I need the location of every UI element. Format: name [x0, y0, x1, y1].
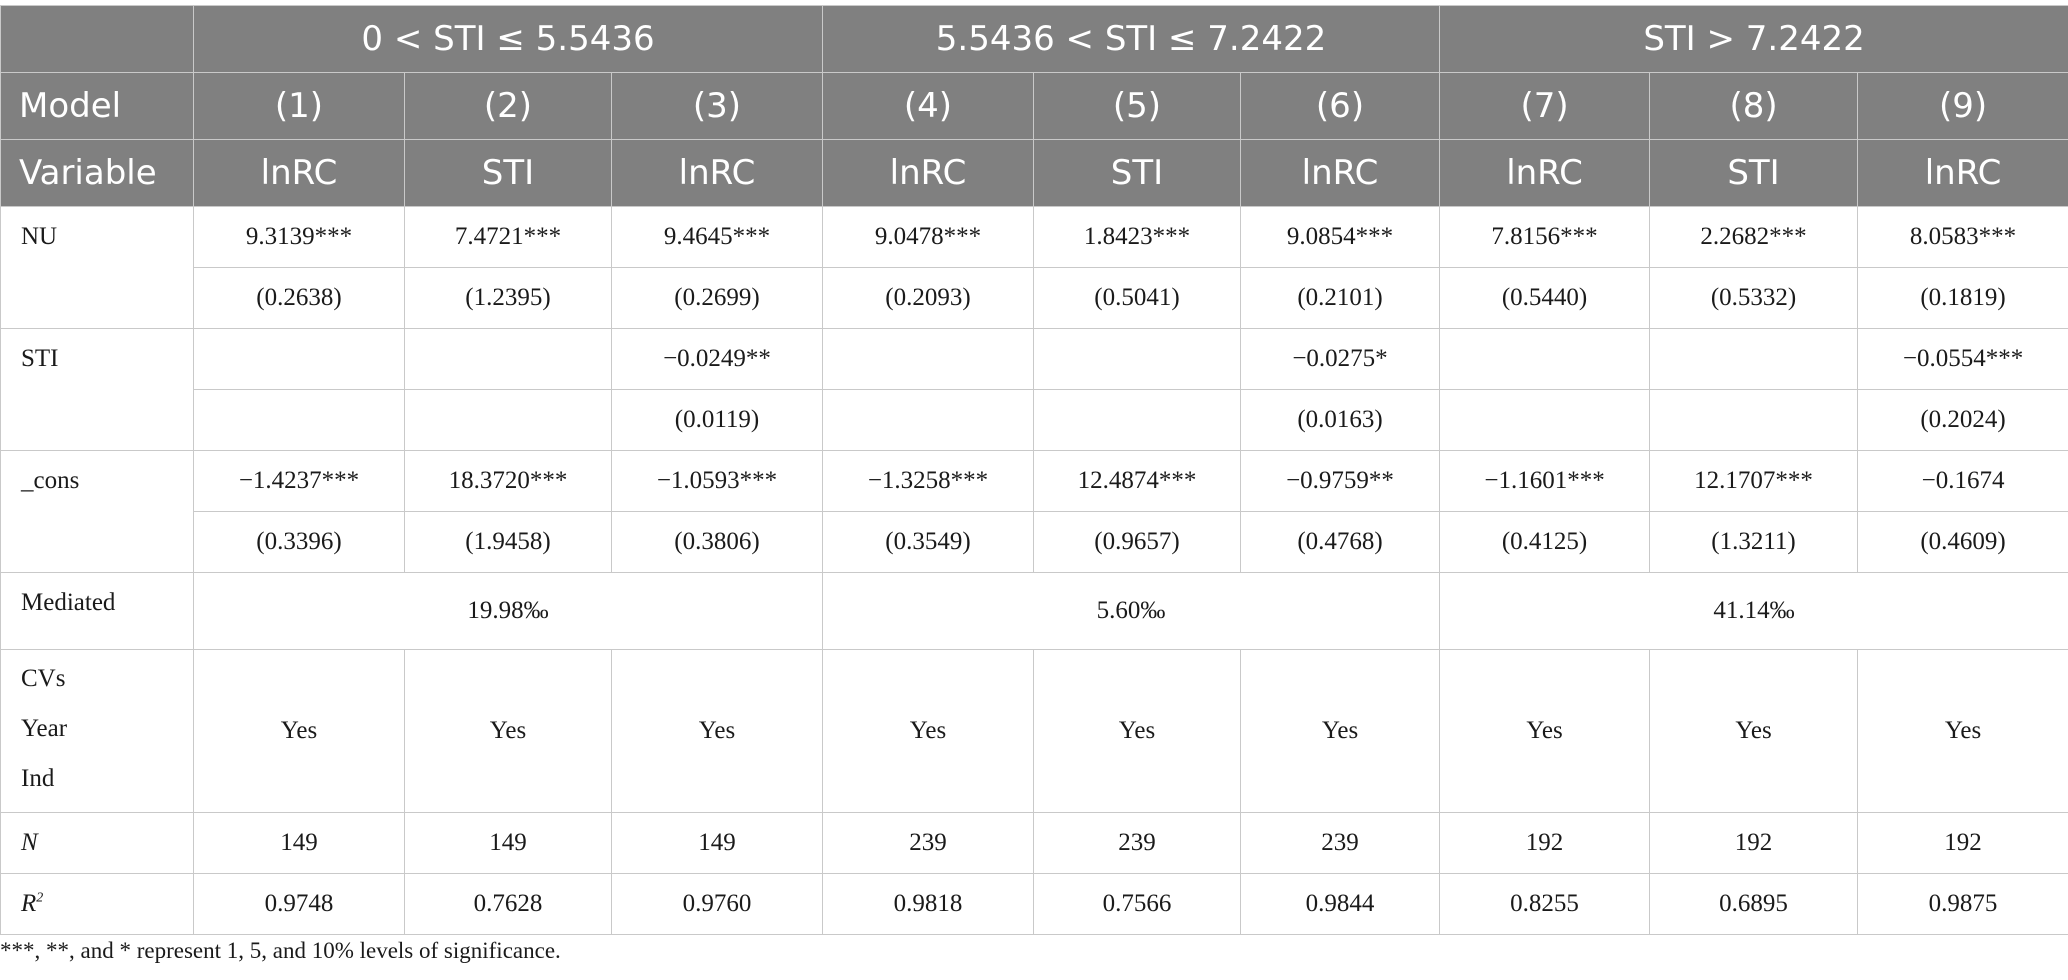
se-cell [1440, 390, 1650, 451]
controls-cell: Yes [194, 650, 405, 813]
coef-cell: 18.3720*** [405, 451, 612, 512]
table-row-r2 [1, 874, 2068, 935]
coef-cell: −1.4237*** [194, 451, 405, 512]
se-cell: (1.2395) [405, 268, 612, 329]
se-cell: (0.4768) [1241, 512, 1440, 573]
controls-label-ind: Ind [21, 765, 55, 792]
table-row-controls [1, 650, 2068, 813]
controls-cell: Yes [405, 650, 612, 813]
group-header: 0 < STI ≤ 5.5436 [194, 6, 823, 73]
coef-cell: 9.3139*** [194, 207, 405, 268]
r2-cell: 0.9748 [194, 874, 405, 935]
coef-cell: 7.4721*** [405, 207, 612, 268]
coef-cell [823, 329, 1034, 390]
mediated-cell: 5.60‰ [823, 573, 1440, 650]
model-header: (3) [612, 73, 823, 140]
model-label: Model [1, 73, 194, 140]
r2-cell: 0.9875 [1858, 874, 2068, 935]
table-row-mediated [1, 573, 2068, 650]
se-cell: (1.3211) [1650, 512, 1858, 573]
dependent-variable: lnRC [1241, 140, 1440, 207]
group-header: 5.5436 < STI ≤ 7.2422 [823, 6, 1440, 73]
controls-cell: Yes [612, 650, 823, 813]
coef-cell: −1.0593*** [612, 451, 823, 512]
se-cell: (0.3396) [194, 512, 405, 573]
row-label-mediated: Mediated [1, 573, 194, 650]
controls-cell: Yes [1034, 650, 1241, 813]
n-cell: 149 [194, 813, 405, 874]
se-cell: (0.4609) [1858, 512, 2068, 573]
dependent-variable: lnRC [612, 140, 823, 207]
n-cell: 149 [612, 813, 823, 874]
controls-label-cvs: CVs [21, 665, 66, 692]
r2-label-superscript: 2 [36, 890, 44, 906]
dependent-variable: lnRC [823, 140, 1034, 207]
regression-table [0, 5, 2068, 935]
mediated-cell: 19.98‰ [194, 573, 823, 650]
n-cell: 192 [1440, 813, 1650, 874]
r2-cell: 0.7566 [1034, 874, 1241, 935]
se-cell [405, 390, 612, 451]
table-row-nu-coef [1, 207, 2068, 268]
controls-cell: Yes [1241, 650, 1440, 813]
r2-cell: 0.9844 [1241, 874, 1440, 935]
se-cell: (0.2699) [612, 268, 823, 329]
coef-cell: −0.1674 [1858, 451, 2068, 512]
coef-cell [194, 329, 405, 390]
coef-cell: 1.8423*** [1034, 207, 1241, 268]
model-header-row [1, 73, 2068, 140]
n-cell: 239 [1034, 813, 1241, 874]
r2-cell: 0.7628 [405, 874, 612, 935]
model-header: (6) [1241, 73, 1440, 140]
model-header: (5) [1034, 73, 1241, 140]
se-cell: (0.3806) [612, 512, 823, 573]
se-cell: (0.9657) [1034, 512, 1241, 573]
coef-cell: −0.0249** [612, 329, 823, 390]
controls-cell: Yes [1858, 650, 2068, 813]
table-row-cons-se [1, 512, 2068, 573]
coef-cell [1650, 329, 1858, 390]
model-header: (1) [194, 73, 405, 140]
n-cell: 239 [823, 813, 1034, 874]
row-label-r2 [1, 874, 194, 935]
row-label-cons: _cons [1, 451, 194, 573]
row-label-controls [1, 650, 194, 813]
row-label-n: N [1, 813, 194, 874]
model-header: (2) [405, 73, 612, 140]
se-cell: (0.4125) [1440, 512, 1650, 573]
table-header [1, 6, 2068, 207]
model-header: (9) [1858, 73, 2068, 140]
r2-cell: 0.9818 [823, 874, 1034, 935]
controls-label-year: Year [21, 715, 68, 742]
corner-cell [1, 6, 194, 73]
se-cell: (0.5332) [1650, 268, 1858, 329]
controls-cell: Yes [823, 650, 1034, 813]
coef-cell: −0.0275* [1241, 329, 1440, 390]
se-cell: (0.0163) [1241, 390, 1440, 451]
coef-cell: 12.1707*** [1650, 451, 1858, 512]
se-cell: (0.0119) [612, 390, 823, 451]
coef-cell: −1.3258*** [823, 451, 1034, 512]
se-cell [823, 390, 1034, 451]
n-cell: 149 [405, 813, 612, 874]
table-row-sti-coef [1, 329, 2068, 390]
table-row-n [1, 813, 2068, 874]
se-cell: (0.3549) [823, 512, 1034, 573]
se-cell [194, 390, 405, 451]
mediated-cell: 41.14‰ [1440, 573, 2068, 650]
model-header: (8) [1650, 73, 1858, 140]
dependent-variable: STI [405, 140, 612, 207]
dependent-variable: STI [1034, 140, 1241, 207]
group-header: STI > 7.2422 [1440, 6, 2068, 73]
table-row-sti-se [1, 390, 2068, 451]
model-header: (7) [1440, 73, 1650, 140]
se-cell: (0.2101) [1241, 268, 1440, 329]
r2-cell: 0.8255 [1440, 874, 1650, 935]
coef-cell: −0.0554*** [1858, 329, 2068, 390]
n-cell: 192 [1858, 813, 2068, 874]
dependent-variable: lnRC [1440, 140, 1650, 207]
model-header: (4) [823, 73, 1034, 140]
coef-cell: 2.2682*** [1650, 207, 1858, 268]
table-row-nu-se [1, 268, 2068, 329]
coef-cell [1034, 329, 1241, 390]
coef-cell: −0.9759** [1241, 451, 1440, 512]
r2-cell: 0.6895 [1650, 874, 1858, 935]
n-cell: 239 [1241, 813, 1440, 874]
se-cell: (0.2093) [823, 268, 1034, 329]
group-header-row [1, 6, 2068, 73]
controls-cell: Yes [1650, 650, 1858, 813]
variable-label: Variable [1, 140, 194, 207]
se-cell: (0.2024) [1858, 390, 2068, 451]
table-footnote: ***, **, and * represent 1, 5, and 10% levels of significance. [0, 938, 561, 963]
r2-cell: 0.9760 [612, 874, 823, 935]
row-label-sti: STI [1, 329, 194, 451]
table-row-cons-coef [1, 451, 2068, 512]
controls-cell: Yes [1440, 650, 1650, 813]
r2-label-base: R [21, 890, 37, 917]
coef-cell [1440, 329, 1650, 390]
table-body [1, 207, 2068, 935]
coef-cell: 9.4645*** [612, 207, 823, 268]
se-cell [1034, 390, 1241, 451]
coef-cell [405, 329, 612, 390]
variable-header-row [1, 140, 2068, 207]
dependent-variable: lnRC [194, 140, 405, 207]
se-cell: (0.5440) [1440, 268, 1650, 329]
se-cell: (0.2638) [194, 268, 405, 329]
row-label-nu: NU [1, 207, 194, 329]
se-cell [1650, 390, 1858, 451]
coef-cell: 8.0583*** [1858, 207, 2068, 268]
n-cell: 192 [1650, 813, 1858, 874]
coef-cell: −1.1601*** [1440, 451, 1650, 512]
coef-cell: 9.0854*** [1241, 207, 1440, 268]
se-cell: (1.9458) [405, 512, 612, 573]
se-cell: (0.1819) [1858, 268, 2068, 329]
se-cell: (0.5041) [1034, 268, 1241, 329]
coef-cell: 12.4874*** [1034, 451, 1241, 512]
coef-cell: 9.0478*** [823, 207, 1034, 268]
dependent-variable: STI [1650, 140, 1858, 207]
dependent-variable: lnRC [1858, 140, 2068, 207]
coef-cell: 7.8156*** [1440, 207, 1650, 268]
